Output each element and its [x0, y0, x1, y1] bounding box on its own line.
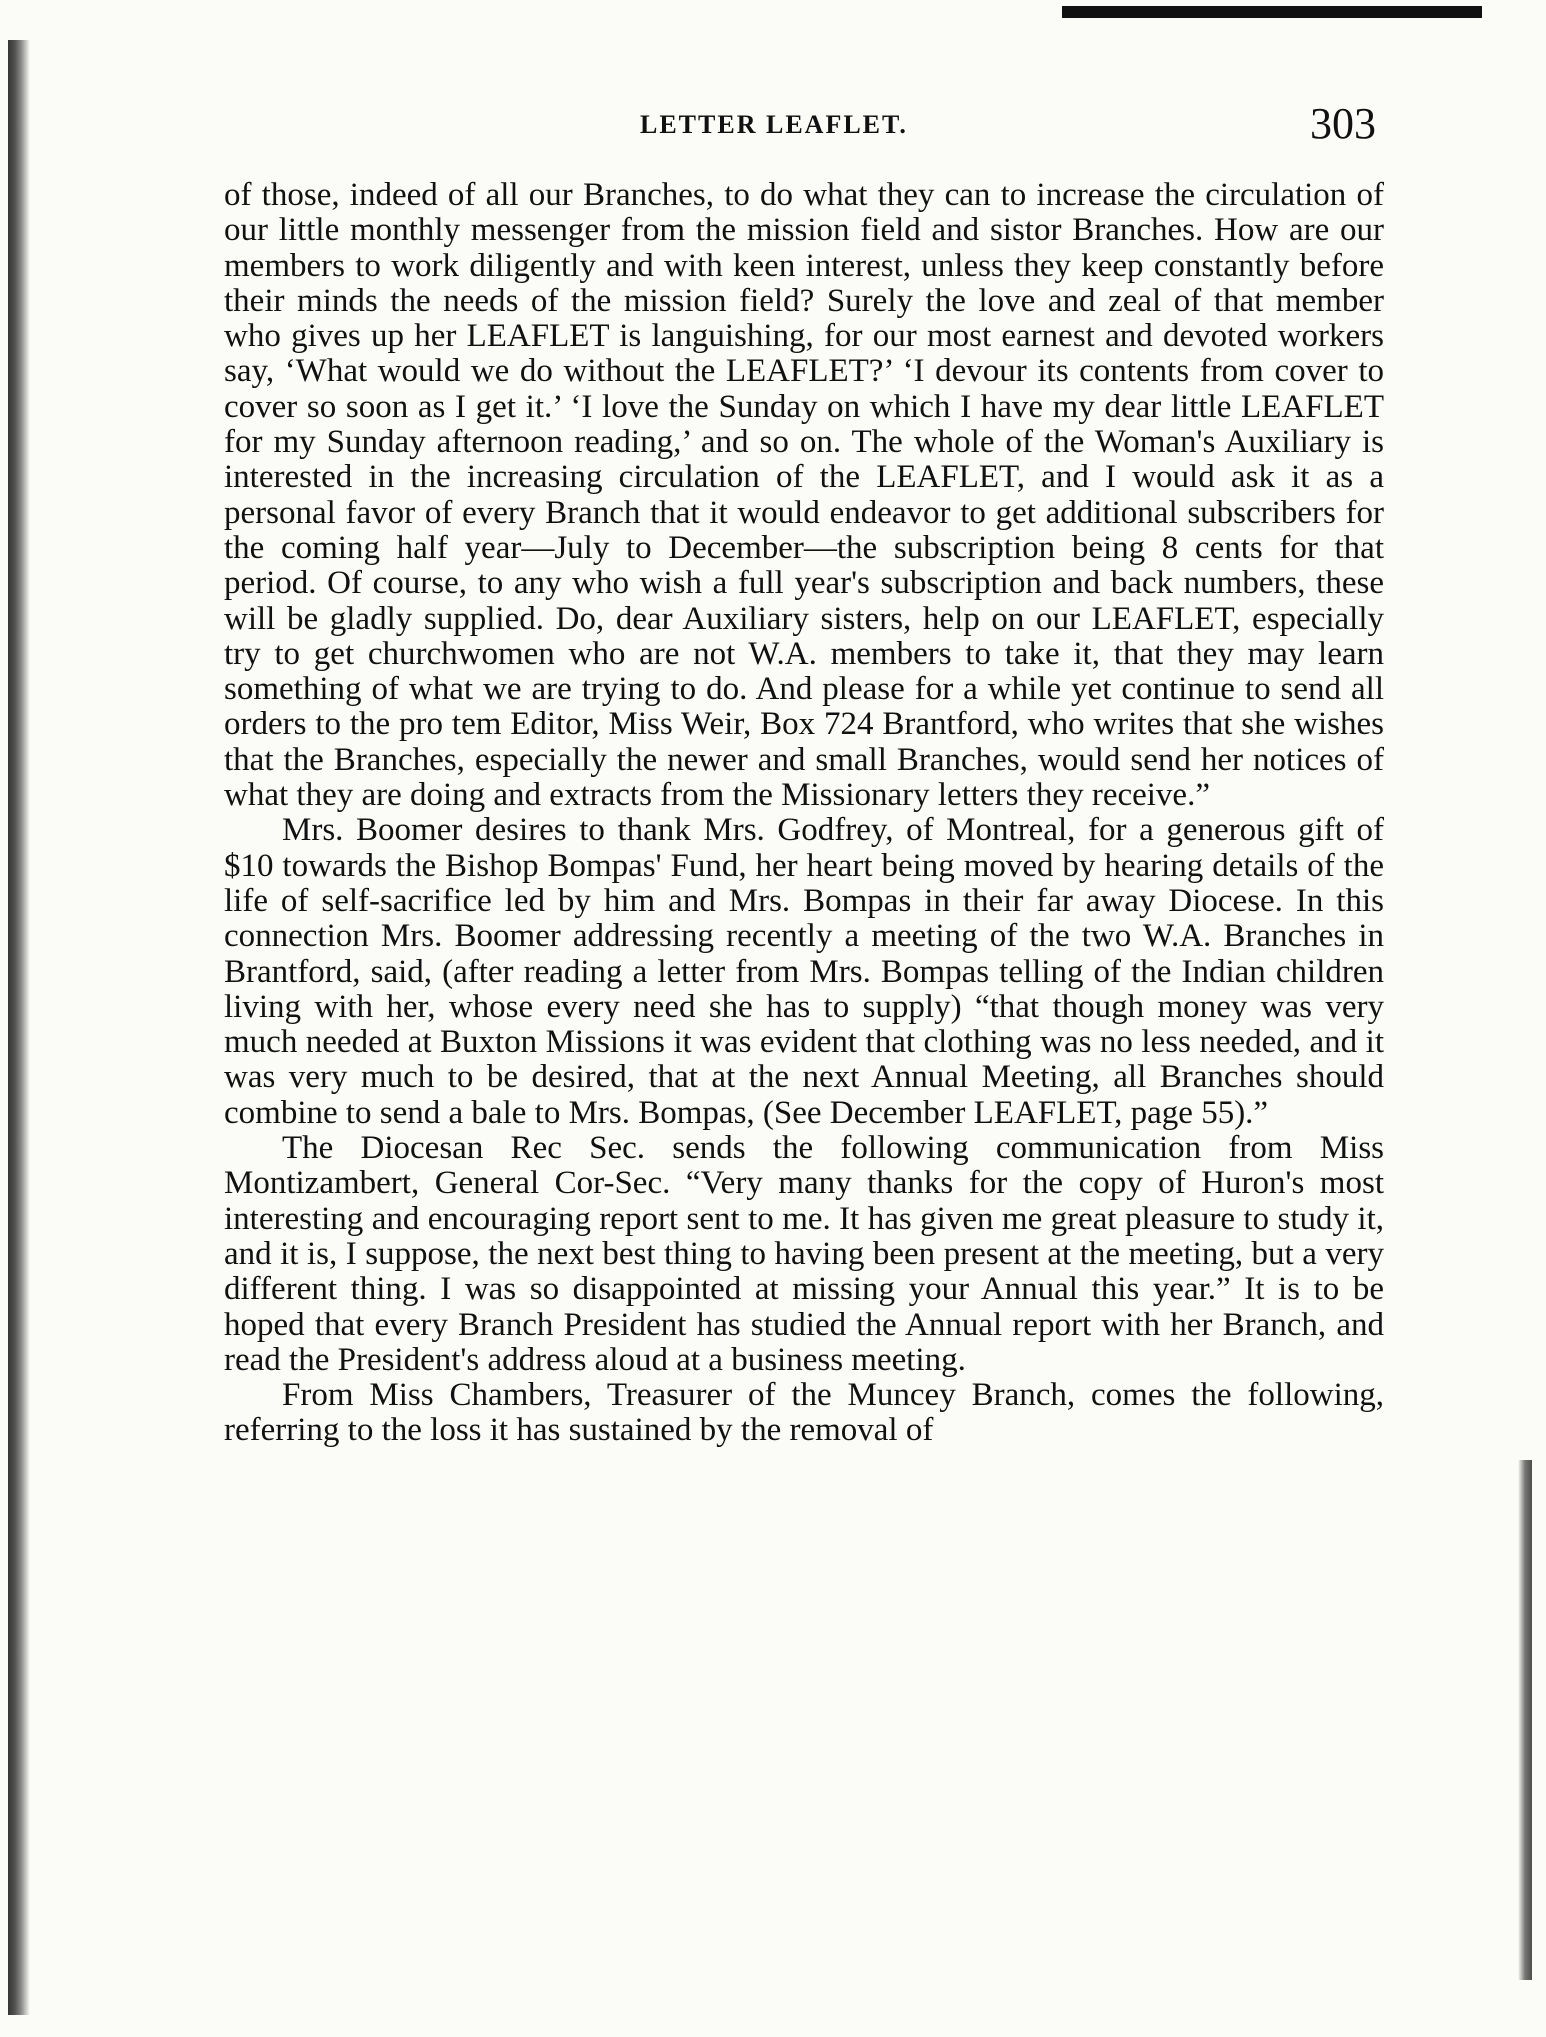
- top-border-rule: [1062, 6, 1482, 18]
- paragraph-boomer-thanks: Mrs. Boomer desires to thank Mrs. Godfrey, of Montreal, for a generous gift of $10 towards the Bishop Bompas' Fund, her heart being moved by hearing details of the life of self-sacrifice led by him and Mrs. Bompas in their far away Diocese. In this connection Mrs. Boomer addressing recently a meeting of the two W.A. Branches in Brantford, said, (after reading a letter from Mrs. Bompas telling of the Indian children living with her, whose every need she has to supply) “that though money was very much needed at Buxton Missions it was evident that clothing was no less needed, and it was very much to be desired, that at the next Annual Meeting, all Branches should combine to send a bale to Mrs. Bompas, (See December LEAFLET, page 55).”: [224, 812, 1384, 1131]
- left-scan-edge: [8, 40, 30, 2015]
- page-body: [224, 178, 1384, 1449]
- paragraph-continuation: of those, indeed of all our Branches, to do what they can to increase the circulation of our little monthly messenger from the mission field and sistor Branches. How are our members to work diligently and with keen interest, unless they keep constantly before their minds the needs of the mission field? Surely the love and zeal of that member who gives up her LEAFLET is languishing, for our most earnest and devoted workers say, ‘What would we do without the LEAFLET?’ ‘I devour its contents from cover to cover so soon as I get it.’ ‘I love the Sunday on which I have my dear little LEAFLET for my Sunday afternoon reading,’ and so on. The whole of the Woman's Auxiliary is interested in the increasing circulation of the LEAFLET, and I would ask it as a personal favor of every Branch that it would endeavor to get additional subscribers for the coming half year—July to December—the subscription being 8 cents for that period. Of course, to any who wish a full year's subscription and back numbers, these will be gladly supplied. Do, dear Auxiliary sisters, help on our LEAFLET, especially try to get churchwomen who are not W.A. members to take it, that they may learn something of what we are trying to do. And please for a while yet continue to send all orders to the pro tem Editor, Miss Weir, Box 724 Brantford, who writes that she wishes that the Branches, especially the newer and small Branches, would send her notices of what they are doing and extracts from the Missionary letters they receive.”: [224, 177, 1384, 814]
- paragraph-muncey-branch: From Miss Chambers, Treasurer of the Muncey Branch, comes the following, referring to the loss it has sustained by the removal of: [224, 1377, 1384, 1449]
- running-head: LETTER LEAFLET.: [640, 110, 908, 139]
- paragraph-rec-sec: The Diocesan Rec Sec. sends the following communication from Miss Montizambert, General Cor-Sec. “Very many thanks for the copy of Huron's most interesting and encouraging report sent to me. It has given me great pleasure to study it, and it is, I suppose, the next best thing to having been present at the meeting, but a very different thing. I was so disappointed at missing your Annual this year.” It is to be hoped that every Branch President has studied the Annual report with her Branch, and read the President's address aloud at a business meeting.: [224, 1130, 1384, 1378]
- right-scan-edge: [1518, 1460, 1532, 1980]
- page-number: 303: [1310, 99, 1376, 148]
